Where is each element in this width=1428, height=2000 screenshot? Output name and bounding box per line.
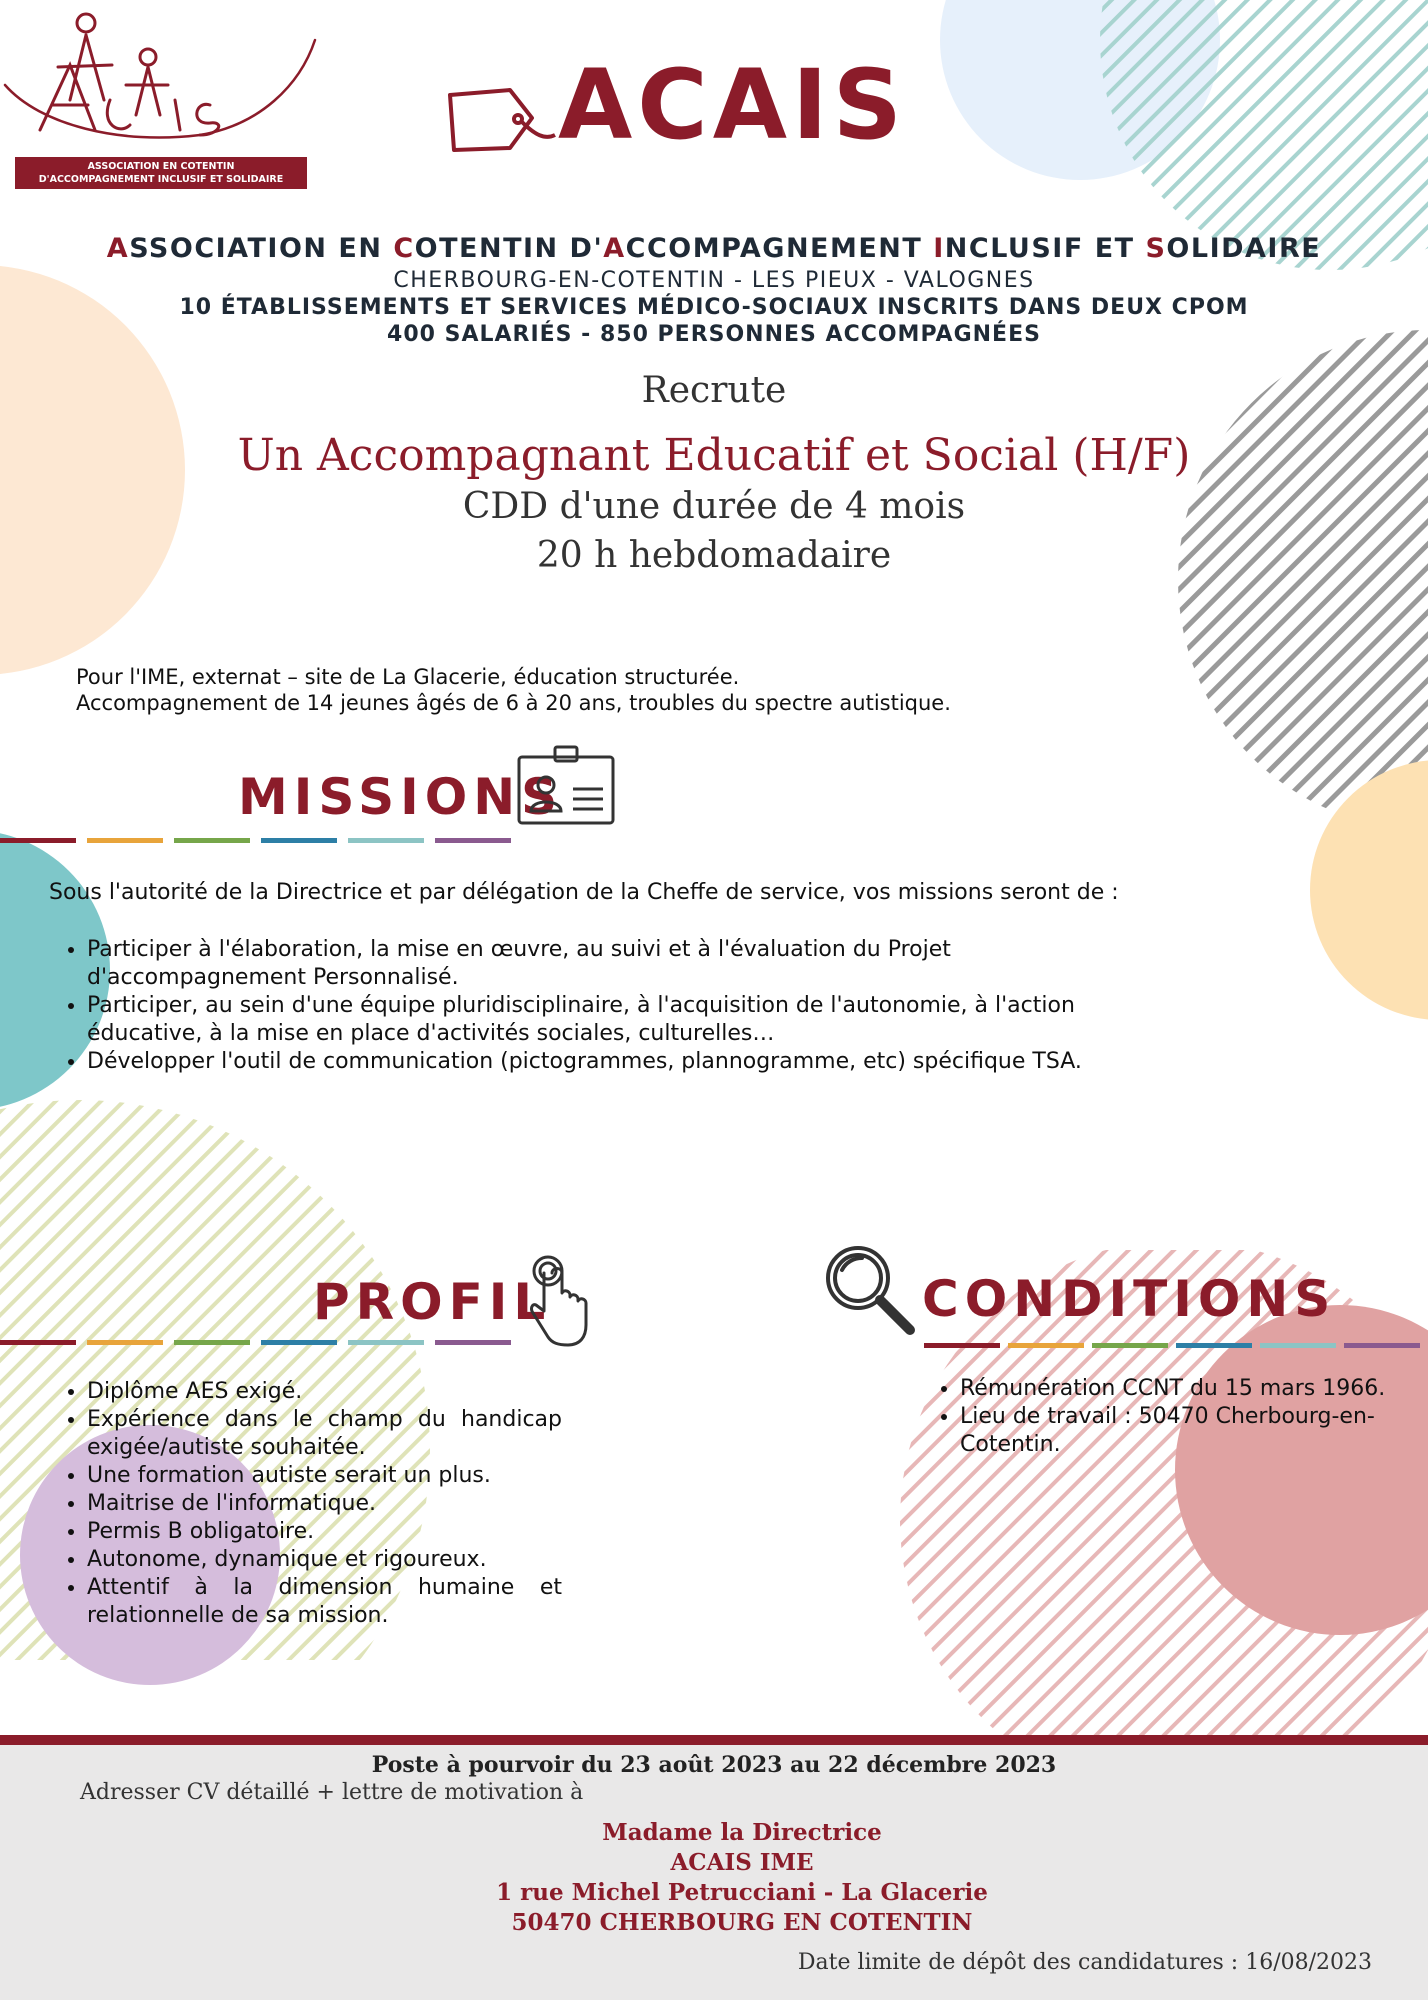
job-hours: 20 h hebdomadaire [536,535,892,576]
logo-caption-line1: ASSOCIATION EN COTENTIN [87,161,235,172]
list-item: • Lieu de travail : 50470 Cherbourg-en-Cotentin. [960,1403,1390,1459]
logo-figures-icon [0,5,320,160]
price-tag-icon [440,80,560,170]
association-name [0,233,1428,264]
divider-segment [435,1340,511,1345]
assoc-seg-2: ACCOMPAGNEMENT [603,233,934,264]
association-staff: 400 SALARIÉS - 850 PERSONNES ACCOMPAGNÉES [387,322,1041,347]
assoc-seg-4: SOLIDAIRE [1145,233,1322,264]
divider-segment [0,1340,76,1345]
missions-title: MISSIONS [238,768,564,826]
magnifier-icon [820,1240,920,1340]
list-item: • Développer l'outil de communication (pictogrammes, plannogramme, etc) spécifique TSA. [87,1048,1157,1076]
logo-caption-line2: D'ACCOMPAGNEMENT INCLUSIF ET SOLIDAIRE [38,174,284,185]
address-line4: 50470 CHERBOURG EN COTENTIN [511,1909,973,1936]
divider-segment [348,1340,424,1345]
divider-segment [1092,1343,1168,1348]
intro-line2: Accompagnement de 14 jeunes âgés de 6 à 20 ans, troubles du spectre autistique. [76,691,951,715]
list-item: • Autonome, dynamique et rigoureux. [87,1546,562,1574]
assoc-seg-3: INCLUSIF ET [933,233,1146,264]
association-locations: CHERBOURG-EN-COTENTIN - LES PIEUX - VALOGNES [393,268,1035,293]
job-position: Un Accompagnant Educatif et Social (H/F) [237,430,1191,481]
divider-segment [261,838,337,843]
list-item: • Participer à l'élaboration, la mise en œuvre, au suivi et à l'évaluation du Projet d'accompagnement Personnalisé. [87,936,1157,992]
assoc-seg-1: COTENTIN D' [393,233,604,264]
divider-segment [435,838,511,843]
logo-caption [15,157,307,189]
divider-segment [261,1340,337,1345]
address-line3: 1 rue Michel Petrucciani - La Glacerie [496,1879,988,1906]
footer-deadline: Date limite de dépôt des candidatures : 16/08/2023 [797,1950,1372,1975]
brand-title: ACAIS [558,49,907,161]
divider-segment [1008,1343,1084,1348]
list-item: • Une formation autiste serait un plus. [87,1462,562,1490]
list-item: • Diplôme AES exigé. [87,1378,562,1406]
divider-segment [87,1340,163,1345]
footer-send: Adresser CV détaillé + lettre de motivation à [80,1780,584,1805]
list-item: • Rémunération CCNT du 15 mars 1966. [960,1375,1390,1403]
conditions-list [922,1375,1390,1459]
list-item: • Maitrise de l'informatique. [87,1490,562,1518]
intro-line1: Pour l'IME, externat – site de La Glacerie, éducation structurée. [76,665,740,689]
list-item: • Expérience dans le champ du handicap exigée/autiste souhaitée. [87,1406,562,1462]
recruits-label: Recrute [641,370,787,411]
assoc-seg-0: ASSOCIATION EN [106,233,394,264]
conditions-title: CONDITIONS [922,1270,1337,1328]
address-line1: Madame la Directrice [602,1819,882,1846]
profil-list [49,1378,562,1630]
divider-segment [1176,1343,1252,1348]
divider-segment [1260,1343,1336,1348]
divider-segment [924,1343,1000,1348]
footer-period: Poste à pourvoir du 23 août 2023 au 22 décembre 2023 [371,1752,1057,1778]
divider-segment [0,838,76,843]
divider-segment [87,838,163,843]
acais-logo [0,5,320,195]
list-item: • Participer, au sein d'une équipe pluridisciplinaire, à l'acquisition de l'autonomie, à l'action éducative, à la mise en place d'activités sociales, culturelles… [87,992,1157,1048]
pointing-hand-icon [528,1253,592,1347]
list-item: • Permis B obligatoire. [87,1518,562,1546]
divider-segment [174,838,250,843]
profil-title: PROFIL [313,1273,552,1331]
missions-list [49,936,1157,1076]
footer-address [0,1818,1428,1938]
divider-segment [174,1340,250,1345]
list-item: • Attentif à la dimension humaine et relationnelle de sa mission. [87,1574,562,1630]
address-line2: ACAIS IME [670,1849,814,1876]
missions-lead: Sous l'autorité de la Directrice et par délégation de la Cheffe de service, vos missions seront de : [49,880,1119,905]
id-badge-icon [515,745,617,827]
job-contract: CDD d'une durée de 4 mois [462,486,966,527]
association-establishments: 10 ÉTABLISSEMENTS ET SERVICES MÉDICO-SOCIAUX INSCRITS DANS DEUX CPOM [179,295,1249,320]
divider-segment [348,838,424,843]
divider-segment [1344,1343,1420,1348]
